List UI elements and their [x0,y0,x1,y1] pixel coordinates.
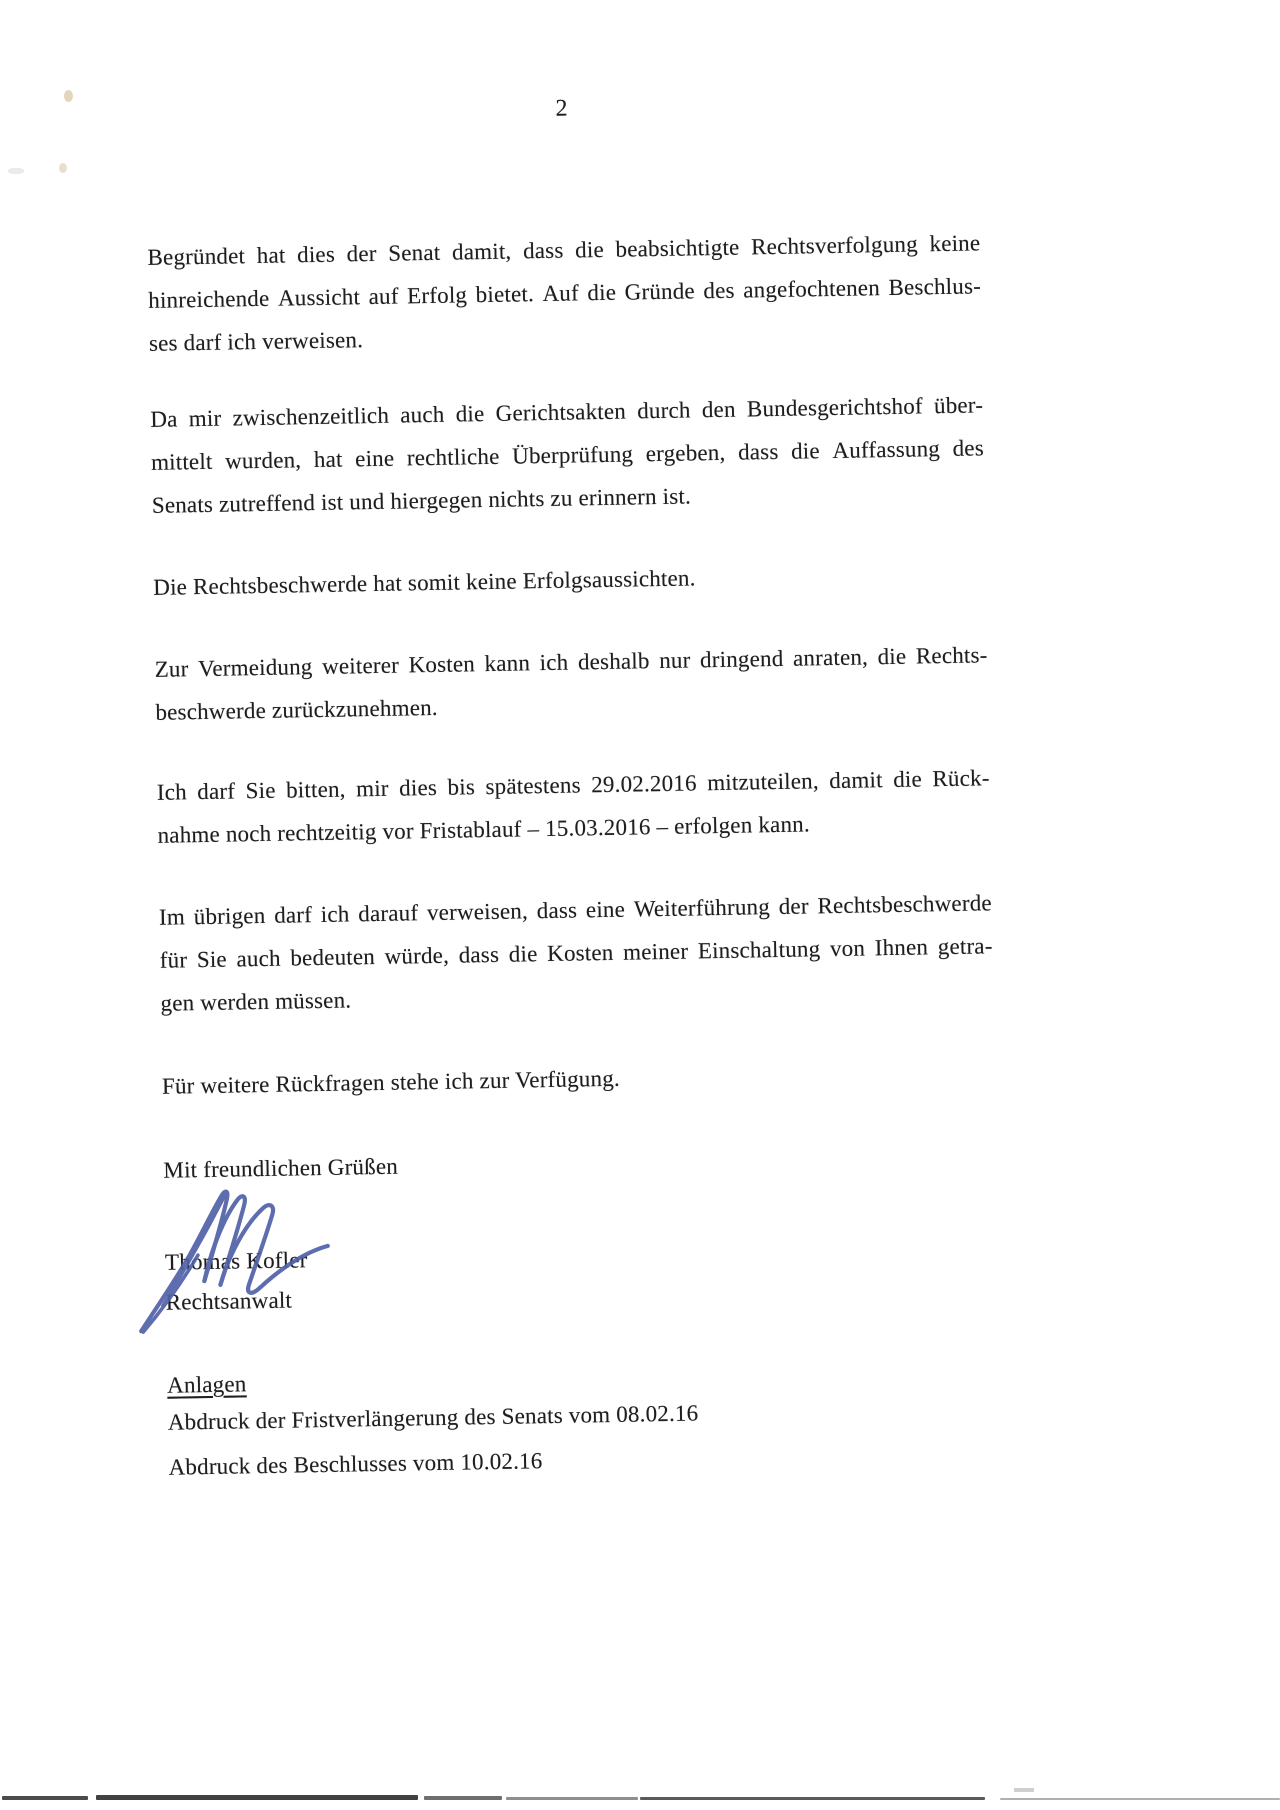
paragraph [156,756,990,857]
enclosures-list [167,1390,699,1489]
letter-line: beschwerde zurückzunehmen. [155,694,438,725]
signature-ink [111,1179,344,1343]
paragraph [150,383,985,527]
letter-line: Da mir zwischenzeitlich auch die Gerichtsakten durch den Bundesgerichtshof über- [150,392,984,432]
scan-edge-artifact [640,1797,985,1800]
closing-salutation: Mit freundlichen Grüßen [163,1153,399,1183]
page-number: 2 [555,95,568,122]
letter-line: Senats zutreffend ist und hiergegen nichts zu erinnern ist. [151,483,692,518]
paragraph [162,1050,996,1108]
paragraph [147,221,982,365]
letter-line: mittelt wurden, hat eine rechtliche Überprüfung ergeben, dass die Auffassung des [150,435,985,475]
letter-line: ses darf ich verweisen. [148,327,364,356]
scan-edge-artifact [1000,1798,1280,1800]
paragraph [159,881,994,1025]
letter-line: gen werden müssen. [160,987,352,1016]
enclosure-item: Abdruck der Fristverlängerung des Senats vom 08.02.16 [167,1400,699,1435]
paragraph [153,551,987,609]
letter-line: Für weitere Rückfragen stehe ich zur Verfügung. [161,1065,621,1099]
letter-line: Begründet hat dies der Senat damit, dass die beabsichtigte Rechtsverfolgung keine [147,230,981,270]
letter-line: Die Rechtsbeschwerde hat somit keine Erfolgsaussichten. [153,565,696,600]
letter-line: hinreichende Aussicht auf Erfolg bietet. Auf die Gründe des angefochtenen Beschlus- [148,273,982,313]
enclosure-item: Abdruck des Beschlusses vom 10.02.16 [168,1448,543,1480]
scan-edge-artifact [2,1796,88,1800]
scan-edge-artifact [506,1797,638,1800]
scan-edge-artifact [96,1795,418,1800]
signer-name: Thomas Kofler [164,1247,308,1275]
paragraph [154,633,988,734]
signer-title: Rechtsanwalt [165,1287,293,1315]
letter-line: Ich darf Sie bitten, mir dies bis spätestens 29.02.2016 mitzuteilen, damit die Rück- [156,765,990,805]
letter-line: nahme noch rechtzeitig vor Fristablauf – 15.03.2016 – erfolgen kann. [157,811,811,848]
scan-edge-artifact [424,1796,502,1800]
letter-line: Im übrigen darf ich darauf verweisen, dass eine Weiterführung der Rechtsbeschwerde [158,890,993,930]
letter-line: für Sie auch bedeuten würde, dass die Kosten meiner Einschaltung von Ihnen getra- [159,933,993,973]
enclosures-heading: Anlagen [166,1371,247,1398]
scan-edge-artifact [1014,1788,1034,1792]
letter-line: Zur Vermeidung weiterer Kosten kann ich deshalb nur dringend anraten, die Rechts- [154,642,988,682]
